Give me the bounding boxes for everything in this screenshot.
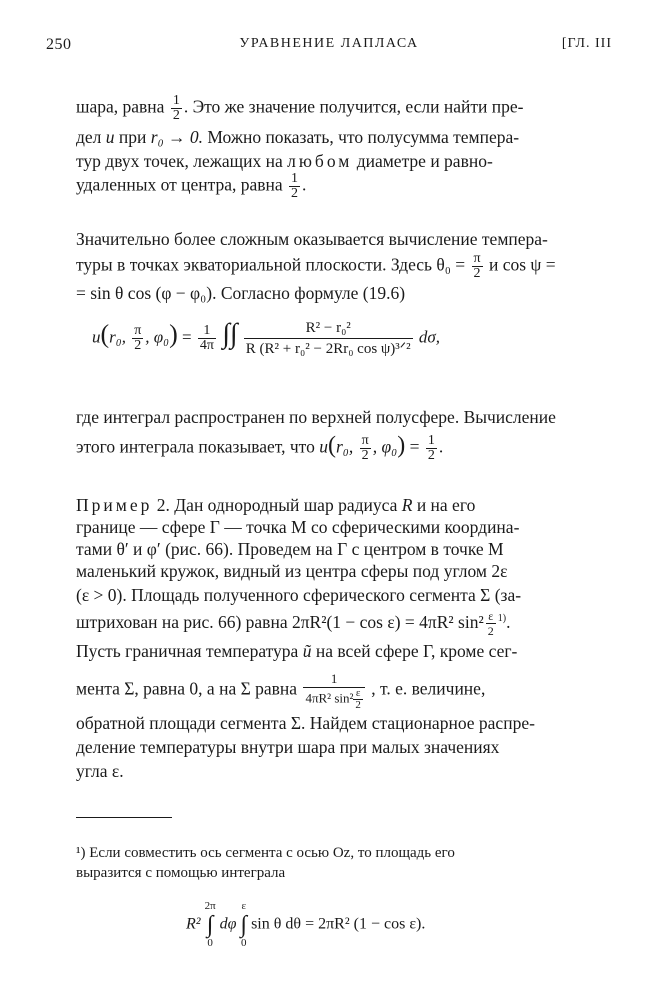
para4-line6: штрихован на рис. 66) равна 2πR²(1 − cos ε) = 4πR² sin² $\frac{\varepsilon}{2}$ $^{1)}$. — [76, 609, 511, 639]
footnote-formula: R² 2π ∫ 0 dφ ε ∫ 0 sin θ dθ = 2πR² (1 − cos ε). — [186, 900, 426, 949]
para4-line8: мента Σ, равна 0, а на Σ равна 1 4πR² sin² $\frac{\varepsilon}{2}$ , т. е. величине, — [76, 671, 486, 711]
para4-line1: Пример 2. Дан однородный шар радиуса R и на его — [76, 495, 476, 515]
para4-line4: маленький кружок, видный из центра сферы под углом 2ε — [76, 561, 508, 581]
page-header — [46, 36, 612, 60]
para4-line3: тами θ′ и φ′ (рис. 66). Проведем на Γ с центром в точке M — [76, 539, 504, 559]
para4-line11: угла ε. — [76, 761, 124, 781]
para4-line5: (ε > 0). Площадь полученного сферического сегмента Σ (за- — [76, 585, 522, 605]
fraction-half: $\frac{1}{2}$ — [172, 93, 180, 123]
para4-line10: деление температуры внутри шара при малых значениях — [76, 737, 500, 757]
para3-line1: где интеграл распространен по верхней полусфере. Вычисление — [76, 407, 556, 427]
equation-main: u(r₀, $\frac{\pi}{2}$ , φ₀) = $\frac{1}{4\pi}$ ∫∫ $\frac{\text{R² − r₀²}}{\text{R (R² + r₀² − 2Rr₀ cos ψ)³ᐟ²}}$ dσ, — [92, 318, 441, 357]
para1-line1: шара, равна $\frac{1}{2}$ . Это же значение получится, если найти пре- — [76, 93, 524, 123]
footnote-rule — [76, 817, 172, 818]
para1-line2: дел u при r₀ → 0. Можно показать, что полусумма темпера- — [76, 127, 520, 147]
para1-line3: тур двух точек, лежащих на любом диаметре и равно- — [76, 151, 493, 171]
para2-line1: Значительно более сложным оказывается вычисление темпера- — [76, 229, 548, 249]
footnote-line1: ¹) Если совместить ось сегмента с осью Oz, то площадь его — [76, 845, 455, 861]
para3-line2: этого интеграла показывает, что u(r₀, $\frac{\pi}{2}$ , φ₀) = $\frac{1}{2}$ . — [76, 432, 444, 463]
para1-line4: удаленных от центра, равна $\frac{1}{2}$ . — [76, 171, 307, 201]
page-number: 250 — [46, 36, 72, 53]
para4-line2: границе — сфере Γ — точка M со сферическими координа- — [76, 517, 520, 537]
chapter-label: [ГЛ. III — [561, 36, 612, 51]
para4-line7: Пусть граничная температура ũ на всей сфере Γ, кроме сег- — [76, 641, 518, 661]
para2-line2: туры в точках экваториальной плоскости. Здесь θ₀ = $\frac{\pi}{2}$ и cos ψ = — [76, 251, 556, 281]
para4-line9: обратной площади сегмента Σ. Найдем стационарное распре- — [76, 713, 535, 733]
running-title: УРАВНЕНИЕ ЛАПЛАСА — [239, 36, 419, 51]
footnote-line2: выразится с помощью интеграла — [76, 865, 286, 881]
para2-line3: = sin θ cos (φ − φ₀). Согласно формуле (19.6) — [76, 283, 406, 303]
